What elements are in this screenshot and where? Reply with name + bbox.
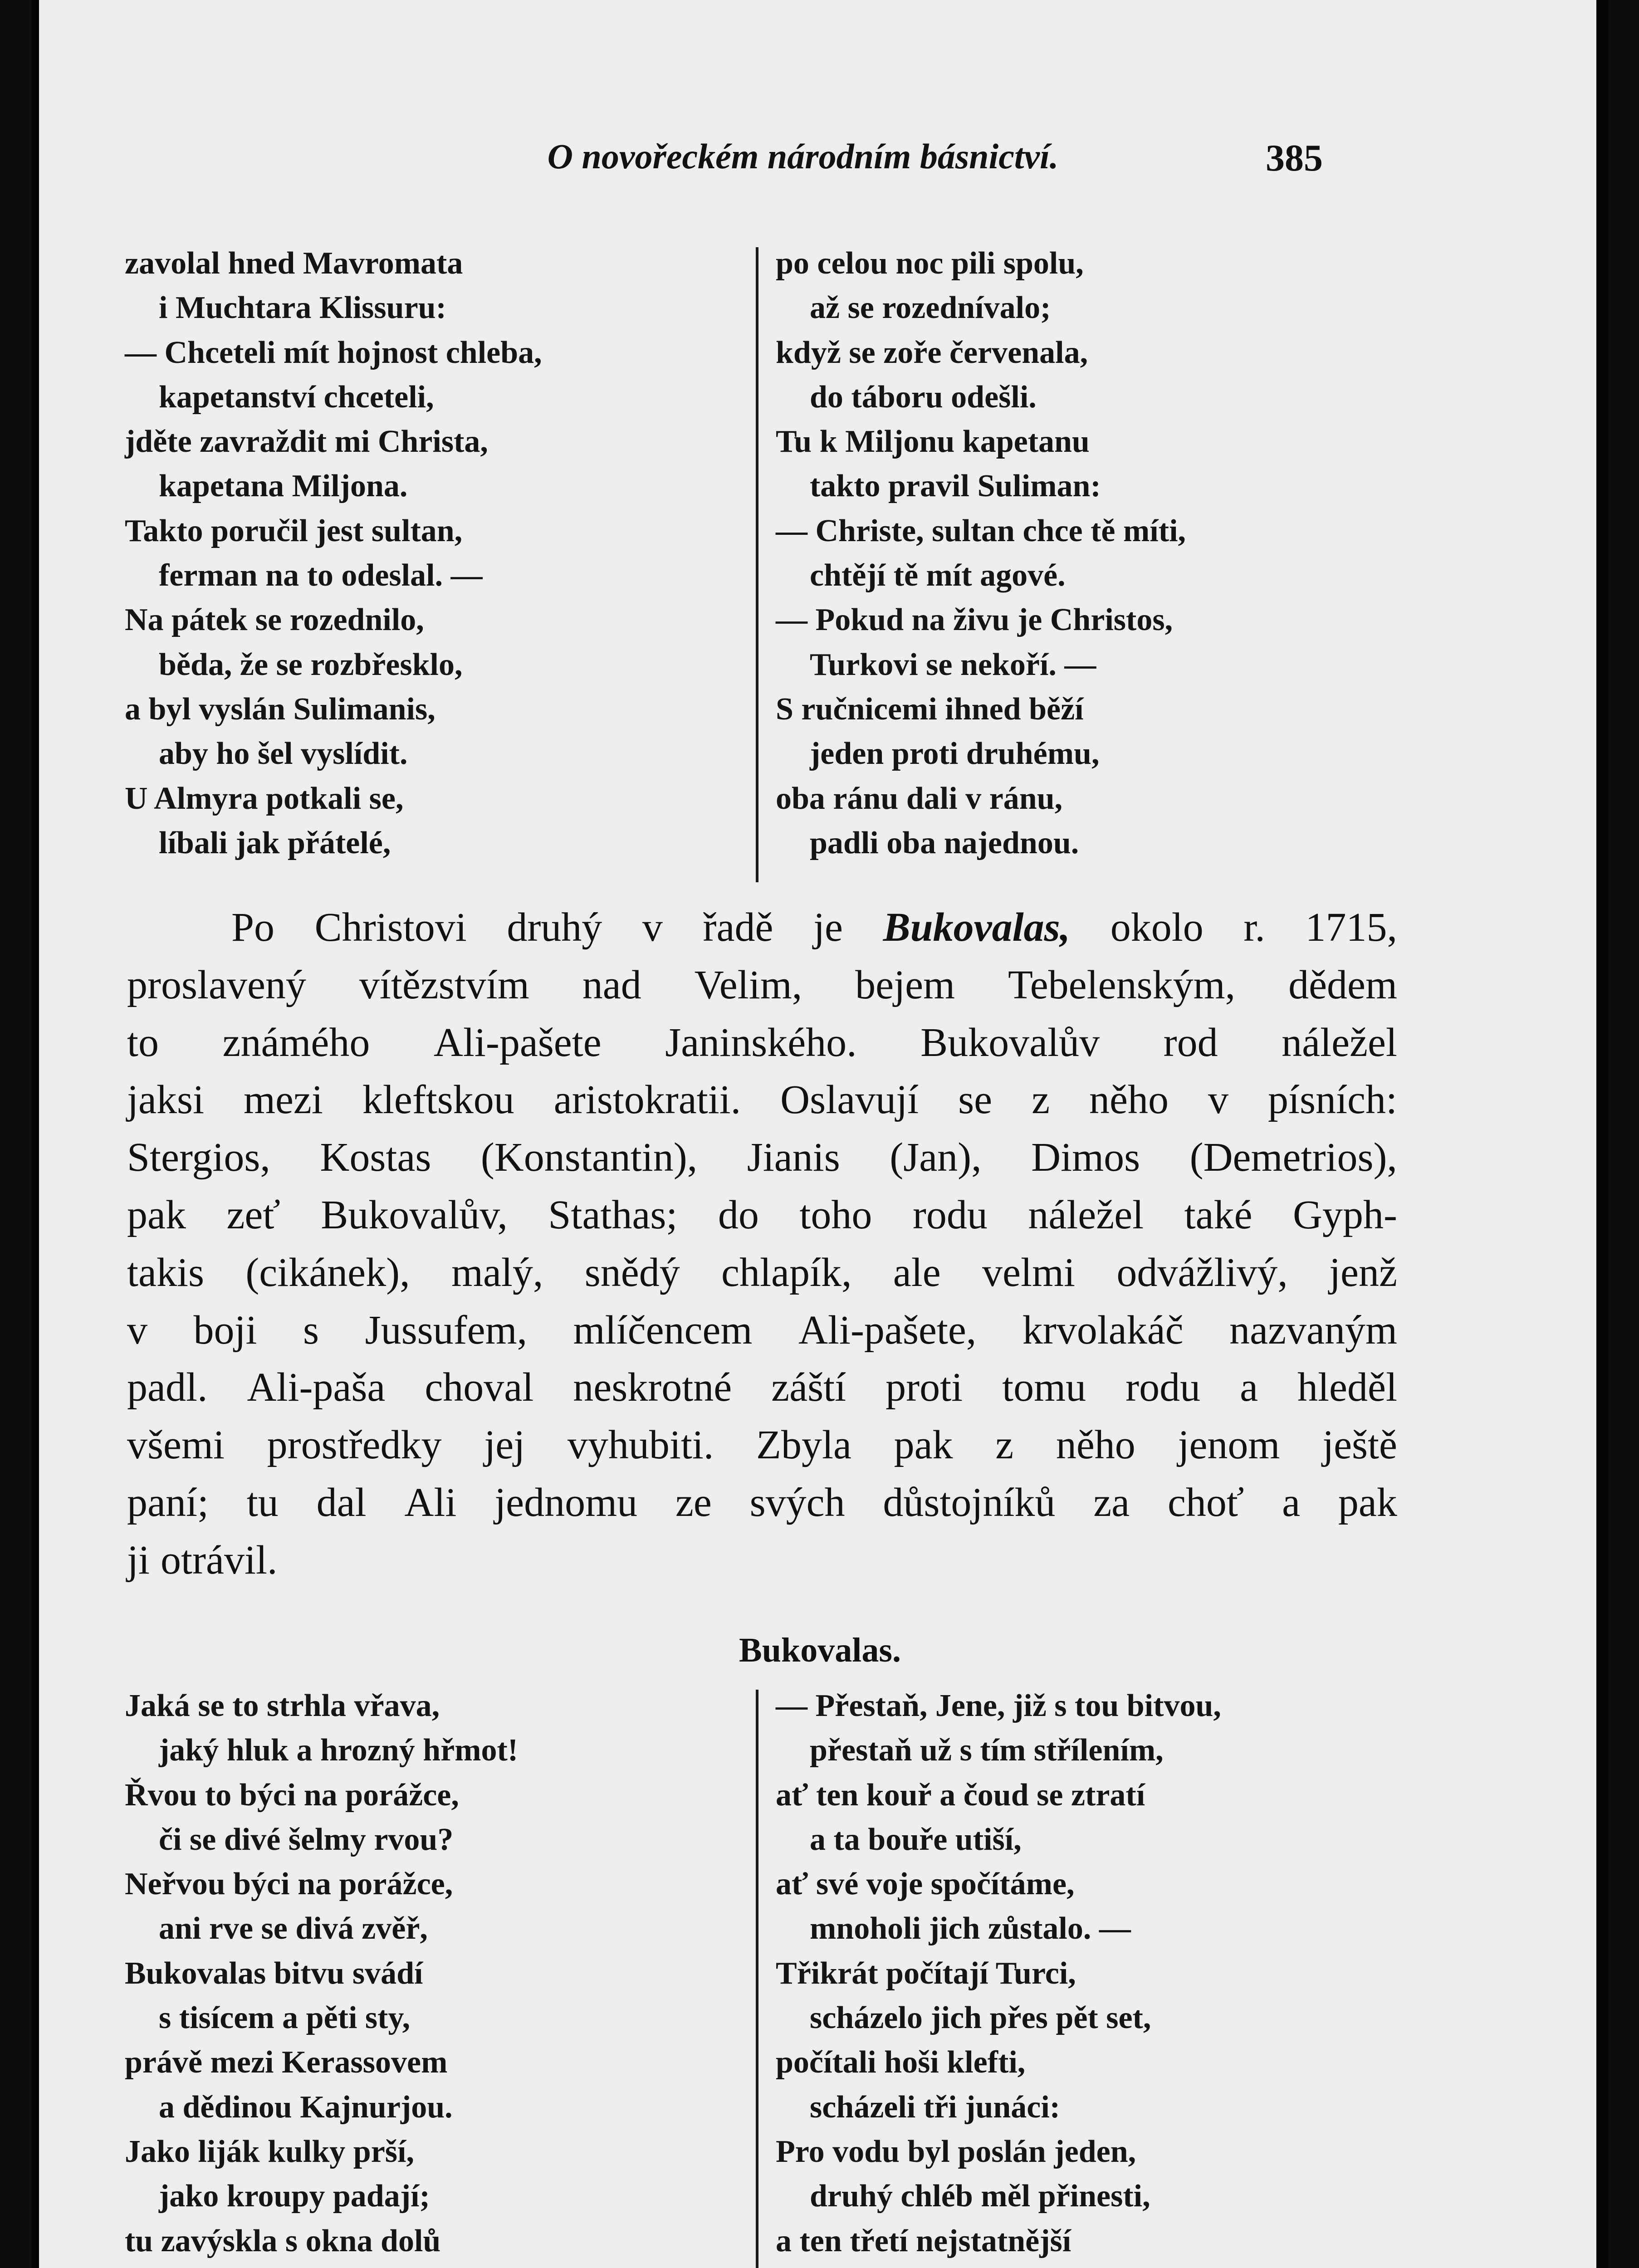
prose-word: dal <box>316 1480 367 1525</box>
prose-word: Oslavují <box>780 1077 919 1123</box>
verse-line: ferman na to odeslal. — <box>159 558 483 593</box>
running-title: O novořeckém národním básnictví. <box>547 137 1059 176</box>
verse-line: běda, že se rozbřesklo, <box>159 647 463 682</box>
prose-word: druhý <box>507 905 602 950</box>
prose-line <box>127 1244 1397 1302</box>
verse-line: a byl vyslán Sulimanis, <box>125 691 435 727</box>
prose-word: Zbyla <box>756 1422 851 1468</box>
prose-word: prostředky <box>267 1422 442 1468</box>
verse-line: U Almyra potkali se, <box>125 781 404 816</box>
prose-word: vítězstvím <box>359 962 529 1007</box>
prose-line <box>127 1417 1397 1474</box>
prose-line <box>127 1359 1397 1417</box>
bottom-poem-right-column <box>776 1684 1221 2268</box>
prose-word: Stergios, <box>127 1135 270 1180</box>
prose-word: (cikánek), <box>245 1250 410 1295</box>
verse-line: tu zavýskla s okna dolů <box>125 2223 441 2258</box>
prose-word: svých <box>749 1480 845 1525</box>
prose-word: neskrotné <box>573 1365 732 1410</box>
prose-line <box>127 1302 1397 1359</box>
prose-word: choval <box>425 1365 534 1410</box>
prose-word: něho <box>1089 1077 1169 1123</box>
prose-word: Ali-paša <box>247 1365 386 1410</box>
prose-word: Ali-pašete, <box>798 1307 977 1353</box>
verse-line: kapetana Miljona. <box>159 469 408 504</box>
prose-word: ale <box>893 1250 941 1295</box>
verse-line: Jaká se to strhla vřava, <box>125 1688 440 1723</box>
prose-word: hleděl <box>1297 1365 1397 1410</box>
prose-word: v <box>127 1307 147 1353</box>
prose-word: Stathas; <box>548 1192 678 1237</box>
prose-line <box>127 1474 1397 1532</box>
prose-line <box>127 1014 1397 1072</box>
prose-word: proslavený <box>127 962 306 1007</box>
prose-word: Ali <box>404 1480 457 1525</box>
prose-word: nad <box>582 962 641 1007</box>
prose-word: rodu <box>912 1192 988 1237</box>
verse-line: — Pokud na živu je Christos, <box>776 602 1173 638</box>
prose-word: r. <box>1243 905 1265 950</box>
verse-line: do táboru odešli. <box>810 379 1037 415</box>
prose-word: nazvaným <box>1229 1307 1397 1353</box>
prose-line <box>127 1532 1397 1589</box>
prose-word: Jianis <box>747 1135 840 1180</box>
prose-word: za <box>1093 1480 1130 1525</box>
verse-line: jaký hluk a hrozný hřmot! <box>159 1733 519 1768</box>
verse-line: i Muchtara Klissuru: <box>159 290 446 326</box>
verse-line: po celou noc pili spolu, <box>776 246 1084 281</box>
prose-word: (Jan), <box>890 1135 982 1180</box>
prose-word: jednomu <box>494 1480 638 1525</box>
prose-word: pak <box>1338 1480 1397 1525</box>
prose-word: jenom <box>1178 1422 1280 1468</box>
prose-word: z <box>1032 1077 1050 1123</box>
verse-line: jeden proti druhému, <box>810 736 1100 772</box>
prose-word: mezi <box>243 1077 323 1123</box>
prose-word: otrávil. <box>161 1537 278 1583</box>
prose-word: tu <box>246 1480 279 1525</box>
prose-word: je <box>813 905 843 950</box>
verse-line <box>776 2263 1221 2268</box>
top-poem-right-column <box>776 241 1186 865</box>
prose-word: Ali-pašete <box>433 1020 602 1065</box>
prose-word: Kostas <box>320 1135 431 1180</box>
verse-line: a ta bouře utiší, <box>810 1822 1022 1857</box>
verse-line: aby ho šel vyslídit. <box>159 736 408 772</box>
verse-line: Třikrát počítají Turci, <box>776 1955 1076 1991</box>
prose-word: a <box>1282 1480 1301 1525</box>
prose-word: to <box>127 1020 159 1065</box>
prose-word: choť <box>1167 1480 1244 1525</box>
prose-word: jenž <box>1329 1250 1397 1295</box>
verse-line: oba ránu dali v ránu, <box>776 781 1063 816</box>
prose-word: Jussufem, <box>365 1307 528 1353</box>
verse-line: Na pátek se rozednilo, <box>125 602 424 638</box>
prose-word: takis <box>127 1250 204 1295</box>
verse-line: druhý chléb měl přinesti, <box>810 2179 1150 2214</box>
verse-line: jako kroupy padají; <box>159 2179 430 2214</box>
prose-word: malý, <box>451 1250 543 1295</box>
verse-line: — Christe, sultan chce tě míti, <box>776 513 1186 548</box>
prose-word: paní; <box>127 1480 209 1525</box>
prose-word: do <box>718 1192 759 1237</box>
prose-line <box>127 1071 1397 1129</box>
top-poem-left-column <box>125 241 542 865</box>
verse-line: s tisícem a pěti sty, <box>159 2000 411 2036</box>
prose-word: s <box>303 1307 319 1353</box>
verse-line: Turkovi se nekoří. — <box>810 647 1096 682</box>
prose-word: Dimos <box>1031 1135 1140 1180</box>
prose-word: známého <box>222 1020 370 1065</box>
prose-paragraph <box>127 899 1397 1589</box>
prose-line <box>127 957 1397 1014</box>
prose-word: Bukovalův <box>920 1020 1100 1065</box>
prose-word: Po <box>231 905 275 950</box>
prose-word: tomu <box>1002 1365 1086 1410</box>
prose-word: krvolakáč <box>1022 1307 1184 1353</box>
verse-line: až se rozednívalo; <box>810 290 1051 326</box>
verse-line: Takto poručil jest sultan, <box>125 513 463 548</box>
verse-line: ať své voje spočítáme, <box>776 1867 1075 1902</box>
verse-line: líbali jak přátelé, <box>159 825 391 860</box>
prose-word: náležel <box>1282 1020 1397 1065</box>
verse-line: Bukovalas bitvu svádí <box>125 1955 423 1991</box>
verse-line: S ručnicemi ihned běží <box>776 691 1084 727</box>
prose-word: 1715, <box>1305 905 1397 950</box>
prose-word: Janinského. <box>665 1020 857 1065</box>
prose-word: se <box>958 1077 993 1123</box>
page-edge-left <box>32 0 39 2268</box>
prose-word: náležel <box>1028 1192 1144 1237</box>
prose-word: Tebelenským, <box>1008 962 1236 1007</box>
prose-word: odvážlivý, <box>1116 1250 1288 1295</box>
prose-word: Velim, <box>694 962 802 1007</box>
prose-word: Bukovalas, <box>883 905 1071 950</box>
prose-word: bejem <box>855 962 955 1007</box>
prose-word: Christovi <box>314 905 467 950</box>
page-edge-right <box>1596 0 1608 2268</box>
verse-line: a ten třetí nejstatnější <box>776 2223 1071 2258</box>
prose-word: zeť <box>226 1192 280 1237</box>
verse-line: scházeli tři junáci: <box>810 2089 1061 2125</box>
prose-word: jej <box>484 1422 525 1468</box>
prose-word: písních: <box>1267 1077 1397 1123</box>
prose-word: v <box>642 905 663 950</box>
book-page <box>32 0 1608 2268</box>
verse-line: chtějí tě mít agové. <box>810 558 1066 593</box>
verse-line: ani rve se divá zvěř, <box>159 1911 428 1946</box>
prose-word: také <box>1184 1192 1252 1237</box>
prose-word: důstojníků <box>883 1480 1056 1525</box>
verse-line <box>125 2263 518 2268</box>
verse-line: Tu k Miljonu kapetanu <box>776 424 1090 459</box>
prose-word: Gyph- <box>1293 1192 1397 1237</box>
verse-line: Neřvou býci na porážce, <box>125 1867 453 1902</box>
verse-line: když se zoře červenala, <box>776 335 1088 370</box>
prose-word: rod <box>1163 1020 1218 1065</box>
bottom-poem-left-column <box>125 1684 518 2268</box>
prose-word: jaksi <box>127 1077 204 1123</box>
prose-word: (Konstantin), <box>480 1135 698 1180</box>
verse-line: — Přestaň, Jene, již s tou bitvou, <box>776 1688 1221 1723</box>
verse-line: a dědinou Kajnurjou. <box>159 2089 453 2125</box>
prose-word: všemi <box>127 1422 225 1468</box>
verse-line: jděte zavraždit mi Christa, <box>125 424 488 459</box>
verse-line: Řvou to býci na porážce, <box>125 1777 459 1813</box>
prose-line <box>127 1187 1397 1244</box>
column-rule <box>756 1690 758 2268</box>
prose-word: vyhubiti. <box>567 1422 714 1468</box>
verse-line: mnoholi jich zůstalo. — <box>810 1911 1131 1946</box>
prose-word: z <box>995 1422 1014 1468</box>
prose-word: v <box>1208 1077 1228 1123</box>
verse-line: Jako liják kulky prší, <box>125 2134 414 2169</box>
verse-line: scházelo jich přes pět set, <box>810 2000 1151 2036</box>
prose-word: padl. <box>127 1365 208 1410</box>
verse-line: přestaň už s tím střílením, <box>810 1733 1164 1768</box>
prose-word: snědý <box>584 1250 680 1295</box>
prose-word: rodu <box>1125 1365 1201 1410</box>
verse-line: Pro vodu byl poslán jeden, <box>776 2134 1136 2169</box>
prose-word: dědem <box>1288 962 1397 1007</box>
prose-word: toho <box>799 1192 872 1237</box>
prose-word: ze <box>675 1480 712 1525</box>
prose-word: ještě <box>1322 1422 1397 1468</box>
section-title: Bukovalas. <box>739 1631 901 1669</box>
prose-word: Bukovalův, <box>321 1192 508 1237</box>
prose-word: boji <box>193 1307 257 1353</box>
verse-line: počítali hoši klefti, <box>776 2045 1026 2080</box>
prose-word: pak <box>894 1422 953 1468</box>
prose-word: a <box>1240 1365 1258 1410</box>
prose-word: pak <box>127 1192 186 1237</box>
prose-word: záští <box>771 1365 846 1410</box>
page-number: 385 <box>1266 137 1323 179</box>
verse-line: právě mezi Kerassovem <box>125 2045 448 2080</box>
prose-word: mlíčencem <box>573 1307 753 1353</box>
prose-word: proti <box>886 1365 963 1410</box>
prose-word: velmi <box>982 1250 1075 1295</box>
verse-line: ať ten kouř a čoud se ztratí <box>776 1777 1145 1813</box>
prose-word: řadě <box>703 905 773 950</box>
verse-line: kapetanství chceteli, <box>159 379 434 415</box>
verse-line: zavolal hned Mavromata <box>125 246 463 281</box>
prose-word: okolo <box>1110 905 1204 950</box>
prose-word: (Demetrios), <box>1189 1135 1397 1180</box>
verse-line: — Chceteli mít hojnost chleba, <box>125 335 542 370</box>
verse-line: či se divé šelmy rvou? <box>159 1822 454 1857</box>
prose-word: chlapík, <box>721 1250 852 1295</box>
column-rule <box>756 247 758 882</box>
verse-line: padli oba najednou. <box>810 825 1079 860</box>
prose-word: kleftskou <box>362 1077 514 1123</box>
prose-word: ji <box>127 1537 150 1583</box>
prose-line <box>127 899 1397 957</box>
prose-word: něho <box>1056 1422 1135 1468</box>
prose-word: aristokratii. <box>553 1077 741 1123</box>
prose-line <box>127 1129 1397 1187</box>
verse-line: takto pravil Suliman: <box>810 469 1101 504</box>
